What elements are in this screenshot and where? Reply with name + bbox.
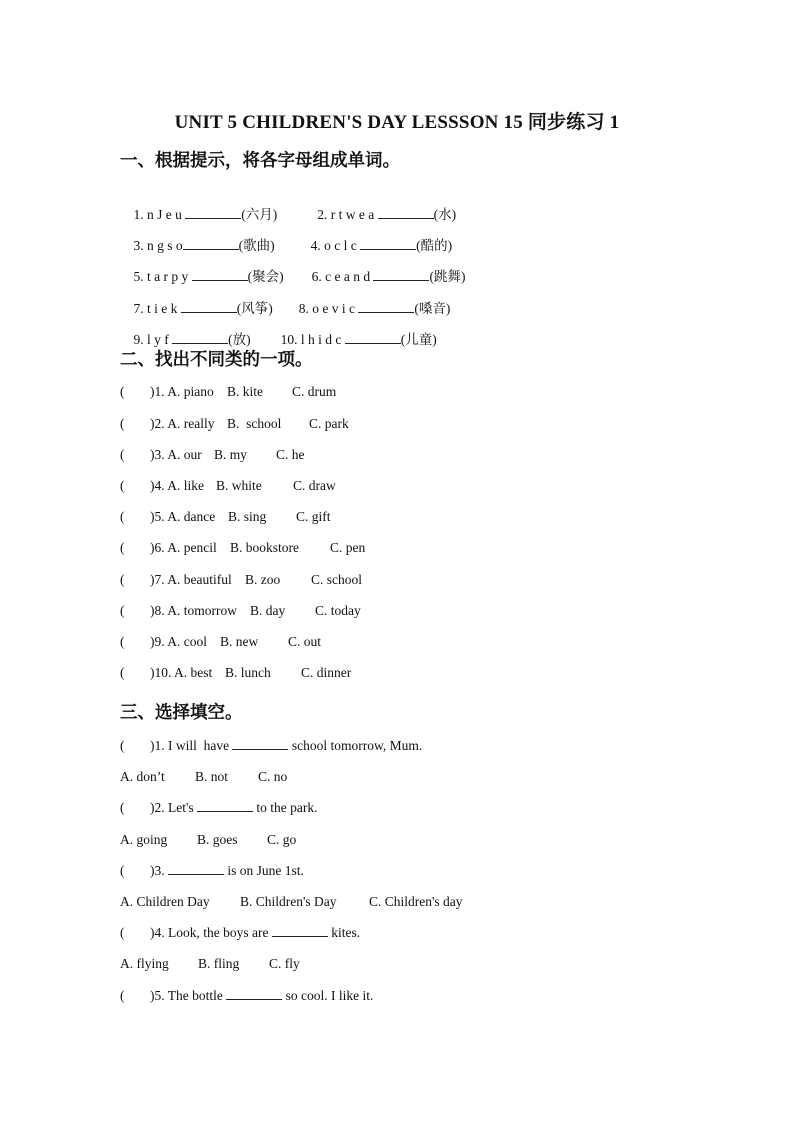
part3-options bbox=[120, 832, 296, 848]
option-b: B. goes bbox=[197, 832, 238, 847]
answer-paren[interactable]: ( bbox=[120, 863, 125, 878]
question-text: kites. bbox=[327, 925, 361, 940]
answer-blank[interactable] bbox=[226, 988, 282, 1000]
part2-row bbox=[120, 603, 361, 619]
part2-row bbox=[120, 447, 305, 463]
hint: (聚会) bbox=[247, 269, 284, 284]
question-text: )4. Look, the boys are bbox=[150, 925, 272, 940]
page-title: UNIT 5 CHILDREN'S DAY LESSSON 15 同步练习 1 bbox=[174, 112, 620, 133]
section-heading-1: 一、根据提示，将各字母组成单词。 bbox=[120, 151, 400, 171]
answer-paren[interactable]: ( bbox=[120, 665, 125, 680]
hint: (歌曲) bbox=[238, 238, 275, 253]
answer-paren[interactable]: ( bbox=[120, 478, 125, 493]
answer-blank[interactable] bbox=[345, 332, 401, 344]
option-c: C. park bbox=[309, 416, 349, 431]
part2-row bbox=[120, 478, 336, 494]
hint: (水) bbox=[433, 207, 457, 222]
section-heading-2: 二、找出不同类的一项。 bbox=[120, 350, 313, 370]
answer-paren[interactable]: ( bbox=[120, 572, 125, 587]
option-a: A. Children Day bbox=[120, 894, 210, 909]
answer-paren[interactable]: ( bbox=[120, 925, 125, 940]
scramble-letters: 1. n J e u bbox=[133, 207, 186, 222]
part3-options bbox=[120, 769, 287, 785]
option-b: B. zoo bbox=[245, 572, 281, 587]
answer-blank[interactable] bbox=[172, 332, 228, 344]
option-c: C. go bbox=[267, 832, 297, 847]
option-b: B. my bbox=[214, 447, 248, 462]
part3-options bbox=[120, 956, 300, 972]
answer-paren[interactable]: ( bbox=[120, 447, 125, 462]
option-a: A. flying bbox=[120, 956, 169, 971]
part2-row bbox=[120, 384, 336, 400]
part2-row bbox=[120, 540, 365, 556]
option-a: )5. A. dance bbox=[150, 509, 216, 524]
part3-question bbox=[120, 863, 304, 879]
part3-question bbox=[120, 738, 422, 754]
question-text: so cool. I like it. bbox=[282, 988, 374, 1003]
option-a: )6. A. pencil bbox=[150, 540, 217, 555]
question-text: to the park. bbox=[253, 800, 318, 815]
scramble-letters: 2. r t w e a bbox=[317, 207, 378, 222]
hint: (风筝) bbox=[236, 301, 273, 316]
option-b: B. new bbox=[220, 634, 259, 649]
option-a: )3. A. our bbox=[150, 447, 202, 462]
option-b: B. school bbox=[227, 416, 282, 431]
answer-blank[interactable] bbox=[272, 925, 328, 937]
answer-blank[interactable] bbox=[197, 800, 253, 812]
option-c: C. fly bbox=[269, 956, 300, 971]
part2-row bbox=[120, 665, 351, 681]
section-heading-3: 三、选择填空。 bbox=[120, 703, 243, 723]
scramble-letters: 5. t a r p y bbox=[133, 269, 192, 284]
part2-row bbox=[120, 572, 362, 588]
scramble-letters: 3. n g s o bbox=[133, 238, 183, 253]
option-a: )1. A. piano bbox=[150, 384, 214, 399]
option-b: B. kite bbox=[227, 384, 263, 399]
option-a: )4. A. like bbox=[150, 478, 204, 493]
option-b: B. fling bbox=[198, 956, 240, 971]
option-a: )7. A. beautiful bbox=[150, 572, 232, 587]
part2-row bbox=[120, 634, 321, 650]
scramble-letters: 10. l h i d c bbox=[280, 332, 345, 347]
question-text: )1. I will have bbox=[150, 738, 233, 753]
part3-question bbox=[120, 988, 373, 1004]
option-c: C. drum bbox=[292, 384, 337, 399]
question-text: )2. Let's bbox=[150, 800, 198, 815]
option-c: C. gift bbox=[296, 509, 331, 524]
part2-row bbox=[120, 509, 331, 525]
answer-blank[interactable] bbox=[192, 269, 248, 281]
option-b: B. Children's Day bbox=[240, 894, 337, 909]
hint: (六月) bbox=[241, 207, 278, 222]
option-c: C. no bbox=[258, 769, 288, 784]
option-c: C. he bbox=[276, 447, 305, 462]
hint: (跳舞) bbox=[429, 269, 466, 284]
answer-paren[interactable]: ( bbox=[120, 603, 125, 618]
answer-blank[interactable] bbox=[168, 863, 224, 875]
answer-paren[interactable]: ( bbox=[120, 509, 125, 524]
question-text: is on June 1st. bbox=[224, 863, 304, 878]
question-text: )3. bbox=[150, 863, 168, 878]
question-text: school tomorrow, Mum. bbox=[288, 738, 423, 753]
hint: (放) bbox=[228, 332, 251, 347]
hint: (嗓音) bbox=[414, 301, 451, 316]
scramble-letters: 9. l y f bbox=[133, 332, 173, 347]
option-b: B. white bbox=[216, 478, 262, 493]
answer-blank[interactable] bbox=[373, 269, 429, 281]
answer-paren[interactable]: ( bbox=[120, 416, 125, 431]
answer-paren[interactable]: ( bbox=[120, 540, 125, 555]
hint: (酷的) bbox=[416, 238, 453, 253]
option-c: C. out bbox=[288, 634, 322, 649]
option-c: C. pen bbox=[330, 540, 366, 555]
part3-options bbox=[120, 894, 463, 910]
answer-blank[interactable] bbox=[232, 738, 288, 750]
scramble-letters: 7. t i e k bbox=[133, 301, 181, 316]
option-b: B. lunch bbox=[225, 665, 271, 680]
scramble-letters: 8. o e v i c bbox=[298, 301, 359, 316]
option-b: B. not bbox=[195, 769, 229, 784]
answer-paren[interactable]: ( bbox=[120, 634, 125, 649]
scramble-letters: 6. c e a n d bbox=[311, 269, 374, 284]
option-a: )9. A. cool bbox=[150, 634, 207, 649]
option-a: )10. A. best bbox=[150, 665, 213, 680]
scramble-letters: 4. o c l c bbox=[310, 238, 361, 253]
answer-paren[interactable]: ( bbox=[120, 738, 125, 753]
option-c: C. dinner bbox=[301, 665, 352, 680]
option-c: C. draw bbox=[293, 478, 336, 493]
answer-paren[interactable]: ( bbox=[120, 988, 125, 1003]
part2-row bbox=[120, 416, 349, 432]
option-a: A. going bbox=[120, 832, 168, 847]
option-b: B. day bbox=[250, 603, 286, 618]
part3-question bbox=[120, 925, 360, 941]
question-text: )5. The bottle bbox=[150, 988, 227, 1003]
option-a: )8. A. tomorrow bbox=[150, 603, 237, 618]
option-c: C. today bbox=[315, 603, 361, 618]
option-a: )2. A. really bbox=[150, 416, 215, 431]
part3-question bbox=[120, 800, 318, 816]
option-c: C. Children's day bbox=[369, 894, 463, 909]
answer-paren[interactable]: ( bbox=[120, 384, 125, 399]
hint: (儿童) bbox=[400, 332, 437, 347]
option-c: C. school bbox=[311, 572, 363, 587]
option-b: B. sing bbox=[228, 509, 267, 524]
answer-paren[interactable]: ( bbox=[120, 800, 125, 815]
option-a: A. don’t bbox=[120, 769, 165, 784]
option-b: B. bookstore bbox=[230, 540, 299, 555]
